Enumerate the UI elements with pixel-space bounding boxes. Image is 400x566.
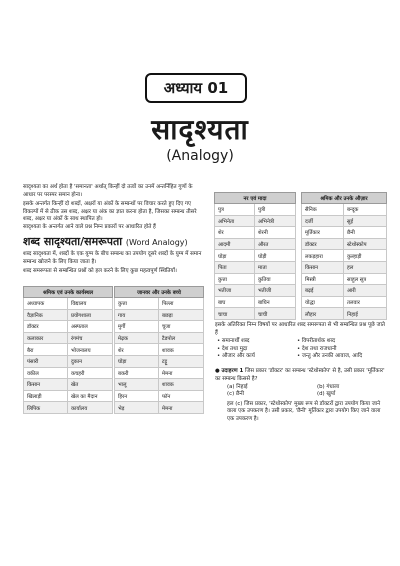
intro-paragraph-2: इसके अन्तर्गत किन्हीं दो शब्दों, अक्षरों या अंकों के सम्बन्धों पर विचार करते हुए दिए गए विकल्पों में से ठीक उस शब्द, अक्षर या अंक का ज्ञात करना होता है, जिसका सम्बन्ध तीसरे शब्द, अक्षर या अंकों के साथ स्थापित हो। [23, 201, 197, 223]
intro-paragraph-1: सादृश्यता का अर्थ होता है 'समानता' अर्थात् किन्हीं दो तत्वों का उनमें अन्तर्निहित गुणों के आधार पर परस्पर समान होना। [23, 184, 193, 198]
example-block [215, 368, 387, 423]
table-row: वकील कचहरी [24, 367, 113, 379]
list-item: • समानार्थी शब्द [217, 338, 250, 344]
table-row: अभिनेता अभिनेत्री [215, 215, 296, 227]
table-row: पंसारी दुकान [24, 355, 113, 367]
table-row: भालू शावक [115, 379, 204, 391]
list-item: • देश तथा राजधानी [297, 345, 337, 352]
table-row: मेढ़क टैडपोल [115, 332, 204, 344]
table-row: पुत्र पुत्री [215, 204, 296, 216]
list-item: • औजार और कार्य [217, 353, 255, 359]
gender-table [214, 192, 296, 320]
example-explanation: हल (c) जिस प्रकार, 'स्टेथोस्कोप' मुख्य रूप से डॉक्टरों द्वारा उपयोग किया जाने वाला एक उपकरण है। उसी प्रकार, 'छैनी' मूर्तिकार द्वारा उपयोग किए जाने वाला एक उपकरण है। [227, 401, 381, 422]
workplace-table-header: श्रमिक एवं उनके कार्यस्थल [24, 287, 113, 298]
table-row: कलाकार रंगमंच [24, 332, 113, 344]
table-row: वैज्ञानिक प्रयोगशाला [24, 309, 113, 321]
table-row: बढ़ई आरी [302, 285, 387, 297]
list-item: • जन्तु और उनकी आवाज, आदि [297, 353, 363, 359]
table-row: लकड़हारा कुल्हाड़ी [302, 250, 387, 262]
table-row: खिलाड़ी खेल का मैदान [24, 390, 113, 402]
list-item: • देश तथा मुद्रा [217, 345, 248, 352]
section-paragraph-2: शब्द समरूपता से सम्बन्धित प्रश्नों को हल करने के लिए कुछ महत्वपूर्ण स्थितियाँ। [23, 268, 177, 274]
option-d: (d) खुर्पा [317, 391, 336, 398]
table-row: सैनिक बन्दूक [302, 204, 387, 216]
section-heading-english: (Word Analogy) [125, 238, 188, 247]
table-row: बैरा भोजनालय [24, 344, 113, 356]
table-row: चाचा चाची [215, 308, 296, 320]
section-heading-hindi: शब्द सादृश्यता/समरूपता [23, 235, 123, 248]
table-row: डॉक्टर स्टेथोस्कोप [302, 238, 387, 250]
table-row: आदमी औरत [215, 238, 296, 250]
table-row: हिरन फॉन [115, 390, 204, 402]
chapter-number: अध्याय 01 [145, 73, 247, 103]
table-row: भतीजा भतीजी [215, 285, 296, 297]
animals-table-header: जानवर और उनके बच्चे [115, 287, 204, 298]
animals-table [114, 286, 204, 414]
table-row: अध्यापक विद्यालय [24, 298, 113, 310]
table-row: मिस्त्री साहुल सूत्र [302, 273, 387, 285]
table-row: कुत्ता पिल्ला [115, 298, 204, 310]
table-row: किसान हल [302, 261, 387, 273]
list-item: • विपरीतार्थक शब्द [297, 338, 336, 344]
table-row: बकरी मेमना [115, 367, 204, 379]
table-row: दर्जी सुई [302, 215, 387, 227]
section-heading [23, 234, 188, 249]
page-title: सादृश्यता [151, 113, 249, 146]
table-row: भेड़ मेमना [115, 402, 204, 414]
bullets-intro: इसके अतिरिक्त निम्न विषयों पर आधारित शब्द समरूपता से भी सम्बन्धित प्रश्न पूछे जाते हैं [215, 322, 385, 336]
table-row: घोड़ा घोड़ी [215, 250, 296, 262]
table-row: गाय बछड़ा [115, 309, 204, 321]
gender-table-header: नर एवं मादा [215, 193, 296, 204]
page-subtitle: (Analogy) [166, 148, 234, 164]
table-row: बाघ बाघिन [215, 296, 296, 308]
table-row: लिपिक कार्यालय [24, 402, 113, 414]
tools-table [301, 192, 387, 320]
table-row: पिता माता [215, 261, 296, 273]
table-row: मुर्गी चूजा [115, 321, 204, 333]
tools-table-header: श्रमिक और उनके औज़ार [302, 193, 387, 204]
example-label: उदाहरण 1 [221, 368, 244, 374]
table-row: मूर्तिकार छैनी [302, 227, 387, 239]
table-row: कुत्ता कुतिया [215, 273, 296, 285]
example-question: जिस प्रकार 'डॉक्टर' का सम्बन्ध 'स्टेथोस्कोप' से है, उसी प्रकार 'मूर्तिकार' का सम्बन्ध किससे है? [215, 368, 385, 382]
topic-bullet-list [217, 338, 377, 361]
table-row: योद्धा तलवार [302, 296, 387, 308]
intro-paragraph-3: सादृश्यता के अन्तर्गत आने वाले प्रश्न निम्न प्रकारों पर आधारित होते हैं [23, 224, 156, 230]
table-row: लौहार निहाई [302, 308, 387, 320]
option-c: (c) छैनी [227, 391, 245, 398]
table-row: घोड़ा टट्टू [115, 355, 204, 367]
table-row: किसान खेत [24, 379, 113, 391]
table-row: शेर शावक [115, 344, 204, 356]
section-paragraph-1: शब्द सादृश्यता में, शब्दों के एक युग्म के बीच सम्बन्ध का उपयोग दूसरे शब्दों के युग्म में समान सम्बन्ध खोजने के लिए किया जाता है। [23, 251, 202, 265]
example-options [227, 384, 387, 400]
option-b: (b) गंधाला [317, 383, 340, 390]
table-row: शेर शेरनी [215, 227, 296, 239]
table-row: डॉक्टर अस्पताल [24, 321, 113, 333]
example-bullet-icon: ● [215, 368, 220, 374]
workplace-table [23, 286, 113, 414]
option-a: (a) निहाई [227, 383, 248, 390]
